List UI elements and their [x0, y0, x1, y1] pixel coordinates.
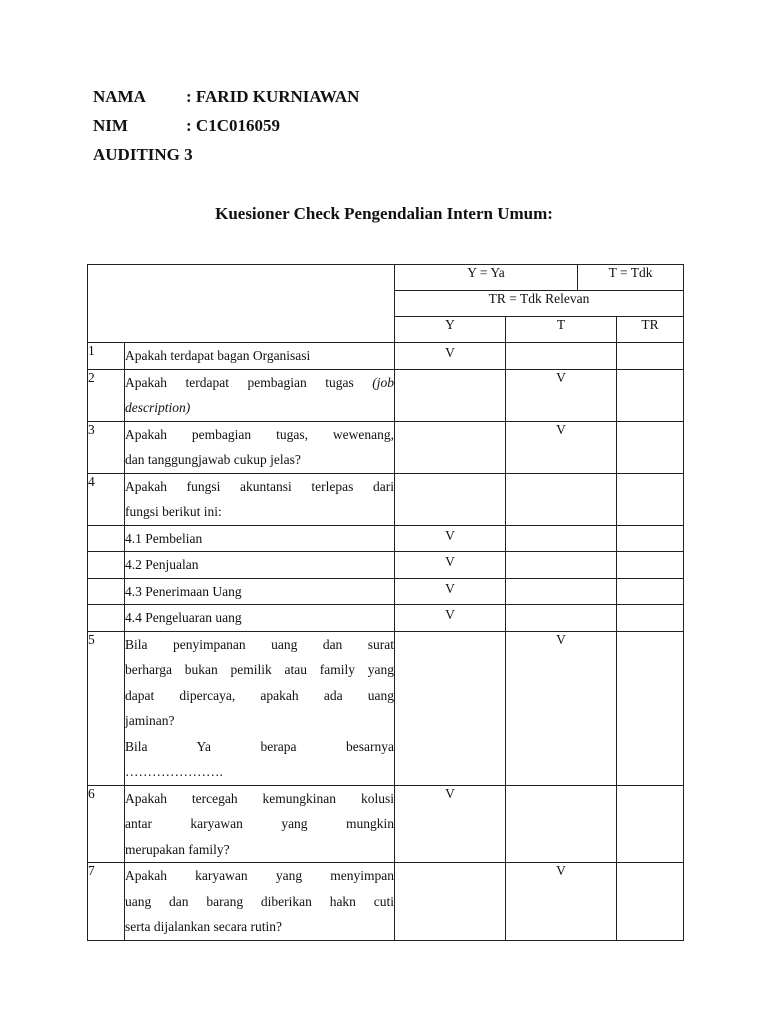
answer-y-cell: V [395, 605, 506, 632]
answer-t-cell: V [506, 369, 617, 421]
answer-y-cell: V [395, 785, 506, 863]
name-row [93, 86, 359, 115]
question-line: serta dijalankan secara rutin? [125, 919, 283, 934]
column-header-t: T [506, 317, 617, 343]
answer-y-cell: V [395, 525, 506, 552]
answer-y-cell [395, 631, 506, 785]
question-line: jaminan? [125, 713, 175, 728]
table-row [88, 631, 684, 785]
question-line: 4.4 Pengeluaran uang [125, 610, 242, 625]
table-row [88, 473, 684, 525]
row-number [88, 552, 125, 579]
legend-y: Y = Ya [395, 265, 578, 291]
nim-row [93, 115, 359, 144]
answer-t-cell: V [506, 631, 617, 785]
table-row [88, 605, 684, 632]
question-text [125, 473, 395, 525]
answer-tr-cell [617, 525, 684, 552]
question-line: 4.2 Penjualan [125, 557, 199, 572]
question-line: fungsi berikut ini: [125, 504, 222, 519]
row-number: 4 [88, 473, 125, 525]
question-line: …………………. [125, 764, 223, 779]
table-row [88, 863, 684, 941]
answer-t-cell: V [506, 421, 617, 473]
answer-t-cell [506, 785, 617, 863]
question-line: antar karyawan yang mungkin [125, 816, 394, 831]
question-line: description) [125, 400, 191, 415]
row-number: 7 [88, 863, 125, 941]
answer-y-cell [395, 369, 506, 421]
answer-t-cell [506, 605, 617, 632]
question-text [125, 631, 395, 785]
answer-tr-cell [617, 473, 684, 525]
nim-value: : C1C016059 [186, 116, 280, 135]
answer-t-cell [506, 552, 617, 579]
answer-t-cell [506, 525, 617, 552]
row-number: 3 [88, 421, 125, 473]
question-line: Apakah terdapat pembagian tugas (job [125, 374, 394, 390]
question-text [125, 605, 395, 632]
student-info [93, 86, 359, 173]
answer-t-cell [506, 578, 617, 605]
questionnaire-table [87, 264, 684, 941]
row-number: 6 [88, 785, 125, 863]
nim-label: NIM [93, 116, 128, 135]
question-text [125, 369, 395, 421]
legend-t: T = Tdk [578, 265, 684, 291]
table-row [88, 785, 684, 863]
table-row [88, 369, 684, 421]
row-number [88, 525, 125, 552]
answer-tr-cell [617, 552, 684, 579]
answer-tr-cell [617, 631, 684, 785]
question-line: Apakah karyawan yang menyimpan [125, 868, 394, 883]
row-number [88, 605, 125, 632]
question-text [125, 421, 395, 473]
question-line: merupakan family? [125, 841, 230, 857]
table-row [88, 578, 684, 605]
answer-tr-cell [617, 369, 684, 421]
question-text [125, 525, 395, 552]
question-line: 4.1 Pembelian [125, 530, 203, 546]
course-name: AUDITING 3 [93, 145, 193, 164]
row-number: 5 [88, 631, 125, 785]
legend-tr: TR = Tdk Relevan [395, 291, 684, 317]
question-line: Bila Ya berapa besarnya [125, 738, 394, 754]
legend-row-1 [88, 265, 684, 291]
name-value: : FARID KURNIAWAN [186, 87, 360, 106]
question-line: uang dan barang diberikan hakn cuti [125, 893, 394, 909]
question-line: dapat dipercaya, apakah ada uang [125, 687, 394, 703]
row-number [88, 578, 125, 605]
answer-tr-cell [617, 421, 684, 473]
table-row [88, 343, 684, 370]
answer-tr-cell [617, 578, 684, 605]
answer-tr-cell [617, 785, 684, 863]
question-line: berharga bukan pemilik atau family yang [125, 662, 394, 677]
answer-y-cell: V [395, 552, 506, 579]
table-row [88, 421, 684, 473]
name-label: NAMA [93, 87, 146, 106]
question-line: Apakah pembagian tugas, wewenang, [125, 426, 394, 442]
question-text [125, 785, 395, 863]
answer-t-cell [506, 343, 617, 370]
row-number: 1 [88, 343, 125, 370]
question-text [125, 343, 395, 370]
table-row [88, 552, 684, 579]
question-line: Bila penyimpanan uang dan surat [125, 636, 394, 652]
column-header-tr: TR [617, 317, 684, 343]
answer-y-cell [395, 863, 506, 941]
question-text [125, 863, 395, 941]
column-header-y: Y [395, 317, 506, 343]
question-line: Apakah terdapat bagan Organisasi [125, 348, 311, 363]
question-line: Apakah fungsi akuntansi terlepas dari [125, 478, 394, 494]
answer-y-cell [395, 421, 506, 473]
question-line: dan tanggungjawab cukup jelas? [125, 452, 301, 467]
question-line: 4.3 Penerimaan Uang [125, 583, 242, 599]
row-number: 2 [88, 369, 125, 421]
answer-y-cell: V [395, 343, 506, 370]
answer-y-cell: V [395, 578, 506, 605]
answer-y-cell [395, 473, 506, 525]
question-line: Apakah tercegah kemungkinan kolusi [125, 790, 394, 806]
question-text [125, 552, 395, 579]
question-text [125, 578, 395, 605]
answer-t-cell [506, 473, 617, 525]
answer-t-cell: V [506, 863, 617, 941]
page-title: Kuesioner Check Pengendalian Intern Umum: [215, 204, 553, 223]
answer-tr-cell [617, 605, 684, 632]
table-row [88, 525, 684, 552]
answer-tr-cell [617, 863, 684, 941]
header-blank-cell [88, 265, 395, 343]
answer-tr-cell [617, 343, 684, 370]
